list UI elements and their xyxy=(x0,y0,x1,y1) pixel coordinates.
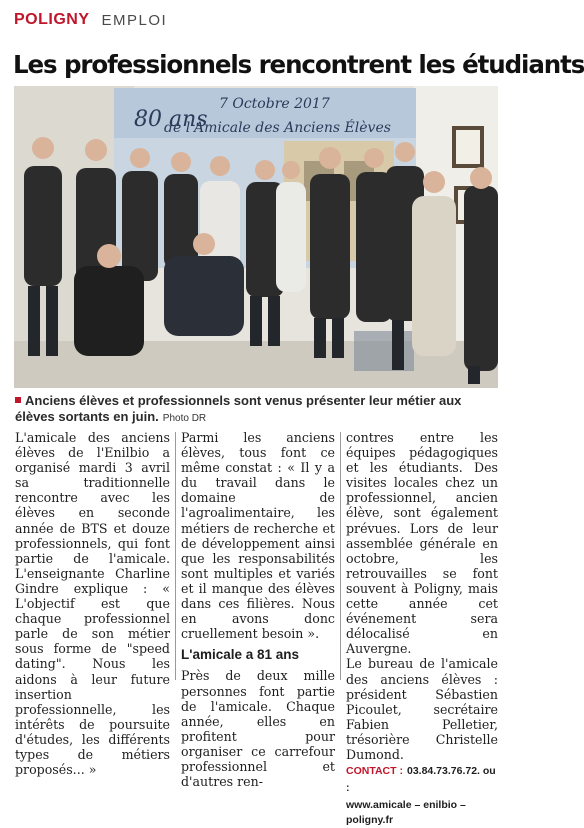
article-column-3 xyxy=(346,430,498,828)
column-divider xyxy=(340,432,341,680)
rubric-place: POLIGNY xyxy=(14,11,90,28)
article-paragraph: Près de deux mille personnes font partie de l'amicale. Chaque année, elles en profitent pour organiser ce carrefour professionnel et d'autres ren- xyxy=(181,668,335,790)
article-column-2 xyxy=(181,430,335,789)
photo-illustration xyxy=(14,86,498,388)
banner-date: 7 Octobre 2017 xyxy=(219,96,330,112)
article-paragraph: contres entre les équipes pédagogiques et les étudiants. Des visites locales chez un professionnel, ancien élève, sont également prévues. Lors de leur assemblée générale en octobre, les retrouvailles se font souvent à Poligny, mais cette année cet événement sera délocalisé en Auvergne. xyxy=(346,430,498,657)
caption-bullet xyxy=(15,397,21,403)
contact-line xyxy=(346,762,498,828)
contact-website: www.amicale – enilbio – poligny.fr xyxy=(346,799,466,827)
contact-phone: 03.84.73.76.72. ou : xyxy=(346,765,496,795)
headline: Les professionnels rencontrent les étudiants xyxy=(13,50,584,79)
caption-text: Anciens élèves et professionnels sont venus présenter leur métier aux élèves sortants en juin. xyxy=(15,393,462,424)
column-divider xyxy=(175,432,176,680)
photo-caption xyxy=(15,393,497,427)
article-paragraph: Le bureau de l'amicale des anciens élèves : président Sébastien Picoulet, secrétaire Fabien Pelletier, trésorière Christelle Dumond. xyxy=(346,656,498,762)
contact-label: CONTACT : xyxy=(346,765,403,778)
photo-credit: Photo DR xyxy=(162,413,207,424)
article-paragraph: Parmi les anciens élèves, tous font ce même constat : « Il y a du travail dans le domaine de l'agroalimentaire, les métiers de recherche et de développement ainsi que les responsabilités sont multiples et variés et il manque des élèves dans ces filières. Nous en avons donc cruellement besoin ». xyxy=(181,430,335,642)
group-photo xyxy=(14,86,498,388)
rubric-section: EMPLOI xyxy=(101,11,168,29)
rubric xyxy=(14,9,167,31)
banner-title: de l'Amicale des Anciens Élèves xyxy=(164,120,391,136)
article-paragraph: L'amicale des anciens élèves de l'Enilbio a organisé mardi 3 avril sa traditionnelle rencontre avec les élèves en seconde année de BTS et douze professionnels, qui font partie de l'amicale. L'enseignante Charline Gindre explique : « L'objectif est que chaque professionnel parle de son métier sous forme de "speed dating". Nous les aidons à leur future insertion professionnelle, les intérêts de poursuite d'études, les différents types de métiers proposés... » xyxy=(15,430,170,778)
banner-year: 80 ans xyxy=(134,107,208,132)
article-column-1 xyxy=(15,430,170,777)
article-subhead: L'amicale a 81 ans xyxy=(181,647,300,663)
